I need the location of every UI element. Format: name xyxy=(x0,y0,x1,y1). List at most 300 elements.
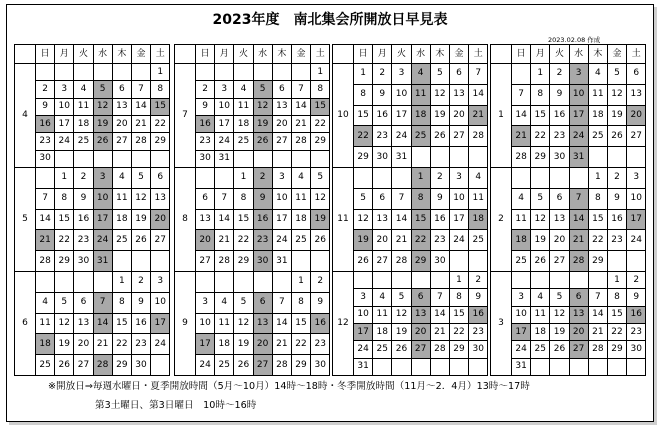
day-cell: 24 xyxy=(196,355,215,376)
day-cell: 30 xyxy=(36,150,55,167)
day-cell: 25 xyxy=(234,133,253,150)
weekday-header: 火 xyxy=(234,45,253,64)
day-cell: 3 xyxy=(569,64,588,85)
day-cell: 27 xyxy=(449,126,468,147)
weekday-header: 水 xyxy=(569,45,588,64)
day-cell: 30 xyxy=(430,251,449,272)
day-cell: 25 xyxy=(36,355,55,376)
day-cell: 17 xyxy=(272,209,291,230)
empty-day-cell xyxy=(311,251,330,272)
day-cell: 24 xyxy=(512,341,531,358)
day-cell: 15 xyxy=(588,209,607,230)
day-cell: 2 xyxy=(373,64,392,85)
day-cell: 13 xyxy=(151,188,170,209)
day-cell: 15 xyxy=(234,209,253,230)
day-cell: 29 xyxy=(449,341,468,358)
day-cell: 21 xyxy=(588,323,607,340)
day-cell: 24 xyxy=(93,230,112,251)
day-cell: 4 xyxy=(74,81,93,98)
weekday-header: 水 xyxy=(411,45,430,64)
day-cell: 11 xyxy=(512,209,531,230)
day-cell: 2 xyxy=(469,271,488,288)
day-cell: 27 xyxy=(373,251,392,272)
day-cell: 22 xyxy=(112,334,131,355)
month-label: 5 xyxy=(15,167,36,271)
day-cell: 6 xyxy=(550,188,569,209)
day-cell: 12 xyxy=(550,306,569,323)
day-cell: 19 xyxy=(392,323,411,340)
day-cell: 2 xyxy=(430,167,449,188)
day-cell: 28 xyxy=(272,355,291,376)
day-cell: 31 xyxy=(93,251,112,272)
day-cell: 25 xyxy=(215,355,234,376)
calendar-column-2 xyxy=(174,44,330,376)
day-cell: 26 xyxy=(234,355,253,376)
day-cell: 27 xyxy=(74,355,93,376)
empty-day-cell xyxy=(550,167,569,188)
day-cell: 8 xyxy=(311,81,330,98)
day-cell: 28 xyxy=(569,251,588,272)
day-cell: 28 xyxy=(131,133,150,150)
day-cell: 28 xyxy=(392,251,411,272)
day-cell: 28 xyxy=(430,341,449,358)
day-cell: 18 xyxy=(531,323,550,340)
day-cell: 23 xyxy=(36,133,55,150)
empty-day-cell xyxy=(430,271,449,288)
day-cell: 2 xyxy=(311,271,330,292)
day-cell: 28 xyxy=(469,126,488,147)
day-cell: 31 xyxy=(512,358,531,375)
weekday-header: 月 xyxy=(373,45,392,64)
day-cell: 21 xyxy=(131,115,150,132)
weekday-header: 日 xyxy=(36,45,55,64)
empty-day-cell xyxy=(411,147,430,168)
day-cell: 24 xyxy=(215,133,234,150)
day-cell: 23 xyxy=(550,126,569,147)
day-cell: 6 xyxy=(151,167,170,188)
month-label: 11 xyxy=(333,167,354,271)
empty-day-cell xyxy=(512,271,531,288)
day-cell: 3 xyxy=(392,64,411,85)
day-cell: 21 xyxy=(469,105,488,126)
day-cell: 15 xyxy=(354,105,373,126)
day-cell: 20 xyxy=(196,230,215,251)
day-cell: 6 xyxy=(196,188,215,209)
day-cell: 2 xyxy=(74,167,93,188)
day-cell: 26 xyxy=(253,133,272,150)
day-cell: 20 xyxy=(74,334,93,355)
day-cell: 18 xyxy=(469,209,488,230)
day-cell: 14 xyxy=(215,209,234,230)
day-cell: 5 xyxy=(55,292,74,313)
day-cell: 20 xyxy=(627,105,646,126)
day-cell: 5 xyxy=(607,64,626,85)
weekday-header: 日 xyxy=(512,45,531,64)
day-cell: 30 xyxy=(627,341,646,358)
empty-day-cell xyxy=(131,150,150,167)
day-cell: 11 xyxy=(234,98,253,115)
empty-day-cell xyxy=(93,64,112,81)
day-cell: 9 xyxy=(627,289,646,306)
day-cell: 31 xyxy=(354,358,373,375)
day-cell: 27 xyxy=(550,251,569,272)
empty-day-cell xyxy=(253,64,272,81)
day-cell: 22 xyxy=(151,115,170,132)
day-cell: 19 xyxy=(131,209,150,230)
empty-day-cell xyxy=(272,64,291,81)
day-cell: 15 xyxy=(607,306,626,323)
day-cell: 3 xyxy=(151,271,170,292)
day-cell: 15 xyxy=(291,313,310,334)
day-cell: 17 xyxy=(196,334,215,355)
day-cell: 14 xyxy=(93,313,112,334)
day-cell: 13 xyxy=(449,84,468,105)
day-cell: 6 xyxy=(569,289,588,306)
day-cell: 6 xyxy=(253,292,272,313)
day-cell: 11 xyxy=(531,306,550,323)
day-cell: 5 xyxy=(234,292,253,313)
empty-day-cell xyxy=(311,150,330,167)
empty-day-cell xyxy=(55,271,74,292)
day-cell: 29 xyxy=(311,133,330,150)
day-cell: 28 xyxy=(215,251,234,272)
day-cell: 27 xyxy=(411,341,430,358)
day-cell: 22 xyxy=(411,230,430,251)
day-cell: 4 xyxy=(411,64,430,85)
empty-day-cell xyxy=(74,271,93,292)
day-cell: 2 xyxy=(36,81,55,98)
empty-day-cell xyxy=(112,251,131,272)
day-cell: 29 xyxy=(291,355,310,376)
weekday-header: 月 xyxy=(55,45,74,64)
day-cell: 25 xyxy=(112,230,131,251)
day-cell: 13 xyxy=(411,306,430,323)
day-cell: 22 xyxy=(311,115,330,132)
day-cell: 14 xyxy=(512,105,531,126)
empty-day-cell xyxy=(607,251,626,272)
calendar-column-3 xyxy=(332,44,488,376)
day-cell: 10 xyxy=(354,306,373,323)
empty-day-cell xyxy=(430,358,449,375)
day-cell: 13 xyxy=(627,84,646,105)
empty-day-cell xyxy=(291,64,310,81)
empty-day-cell xyxy=(196,64,215,81)
day-cell: 16 xyxy=(373,105,392,126)
day-cell: 7 xyxy=(291,81,310,98)
day-cell: 13 xyxy=(550,209,569,230)
month-label: 9 xyxy=(175,271,196,375)
day-cell: 25 xyxy=(74,133,93,150)
day-cell: 19 xyxy=(607,105,626,126)
day-cell: 8 xyxy=(588,188,607,209)
day-cell: 18 xyxy=(373,323,392,340)
day-cell: 4 xyxy=(531,289,550,306)
day-cell: 14 xyxy=(392,209,411,230)
empty-day-cell xyxy=(74,150,93,167)
day-cell: 12 xyxy=(311,188,330,209)
day-cell: 14 xyxy=(291,98,310,115)
day-cell: 30 xyxy=(311,355,330,376)
day-cell: 30 xyxy=(253,251,272,272)
day-cell: 1 xyxy=(354,64,373,85)
day-cell: 25 xyxy=(469,230,488,251)
day-cell: 25 xyxy=(373,341,392,358)
day-cell: 1 xyxy=(234,167,253,188)
day-cell: 31 xyxy=(215,150,234,167)
month-label: 4 xyxy=(15,64,36,168)
day-cell: 7 xyxy=(512,84,531,105)
day-cell: 12 xyxy=(607,84,626,105)
day-cell: 12 xyxy=(55,313,74,334)
day-cell: 25 xyxy=(512,251,531,272)
day-cell: 6 xyxy=(272,81,291,98)
day-cell: 11 xyxy=(291,188,310,209)
empty-day-cell xyxy=(112,150,131,167)
weekday-header: 土 xyxy=(469,45,488,64)
day-cell: 5 xyxy=(311,167,330,188)
day-cell: 23 xyxy=(430,230,449,251)
day-cell: 21 xyxy=(93,334,112,355)
day-cell: 19 xyxy=(430,105,449,126)
day-cell: 23 xyxy=(607,230,626,251)
weekday-header: 火 xyxy=(550,45,569,64)
day-cell: 29 xyxy=(151,133,170,150)
day-cell: 1 xyxy=(291,271,310,292)
day-cell: 1 xyxy=(55,167,74,188)
day-cell: 1 xyxy=(151,64,170,81)
day-cell: 21 xyxy=(569,230,588,251)
day-cell: 28 xyxy=(588,341,607,358)
day-cell: 23 xyxy=(131,334,150,355)
empty-day-cell xyxy=(215,271,234,292)
empty-day-cell xyxy=(569,271,588,288)
day-cell: 3 xyxy=(512,289,531,306)
day-cell: 17 xyxy=(449,209,468,230)
day-cell: 13 xyxy=(74,313,93,334)
day-cell: 25 xyxy=(588,126,607,147)
month-label: 2 xyxy=(491,167,512,271)
empty-day-cell xyxy=(550,271,569,288)
day-cell: 23 xyxy=(196,133,215,150)
day-cell: 19 xyxy=(531,230,550,251)
weekday-header: 木 xyxy=(112,45,131,64)
empty-day-cell xyxy=(131,251,150,272)
created-date: 2023.02.08 作成 xyxy=(548,36,601,44)
day-cell: 17 xyxy=(215,115,234,132)
weekday-header: 月 xyxy=(531,45,550,64)
day-cell: 26 xyxy=(131,230,150,251)
day-cell: 1 xyxy=(411,167,430,188)
day-cell: 21 xyxy=(36,230,55,251)
month-label: 8 xyxy=(175,167,196,271)
day-cell: 20 xyxy=(253,334,272,355)
empty-day-cell xyxy=(373,271,392,288)
empty-day-cell xyxy=(392,271,411,288)
day-cell: 6 xyxy=(449,64,468,85)
day-cell: 26 xyxy=(531,251,550,272)
month-label: 10 xyxy=(333,64,354,168)
empty-day-cell xyxy=(234,150,253,167)
month-label: 6 xyxy=(15,271,36,375)
day-cell: 22 xyxy=(588,230,607,251)
month-label: 7 xyxy=(175,64,196,168)
day-cell: 15 xyxy=(449,306,468,323)
day-cell: 7 xyxy=(588,289,607,306)
day-cell: 7 xyxy=(569,188,588,209)
day-cell: 29 xyxy=(112,355,131,376)
header-spacer xyxy=(175,45,196,64)
empty-day-cell xyxy=(131,64,150,81)
day-cell: 10 xyxy=(392,84,411,105)
weekday-header: 木 xyxy=(588,45,607,64)
header-spacer xyxy=(15,45,36,64)
day-cell: 11 xyxy=(215,313,234,334)
day-cell: 22 xyxy=(291,334,310,355)
day-cell: 7 xyxy=(215,188,234,209)
day-cell: 15 xyxy=(151,98,170,115)
day-cell: 22 xyxy=(55,230,74,251)
day-cell: 4 xyxy=(373,289,392,306)
day-cell: 1 xyxy=(588,167,607,188)
day-cell: 1 xyxy=(449,271,468,288)
day-cell: 28 xyxy=(93,355,112,376)
day-cell: 19 xyxy=(55,334,74,355)
day-cell: 8 xyxy=(112,292,131,313)
day-cell: 5 xyxy=(430,64,449,85)
day-cell: 16 xyxy=(550,105,569,126)
day-cell: 22 xyxy=(449,323,468,340)
note-line-1: ※開放日⇒毎週水曜日・夏季開放時間（5月～10月）14時～18時・冬季開放時間（11月～2．4月）13時～17時 xyxy=(48,381,530,392)
empty-day-cell xyxy=(196,271,215,292)
day-cell: 1 xyxy=(112,271,131,292)
day-cell: 30 xyxy=(74,251,93,272)
empty-day-cell xyxy=(392,358,411,375)
weekday-header: 木 xyxy=(272,45,291,64)
day-cell: 10 xyxy=(272,188,291,209)
day-cell: 11 xyxy=(36,313,55,334)
weekday-header: 木 xyxy=(430,45,449,64)
day-cell: 22 xyxy=(531,126,550,147)
day-cell: 16 xyxy=(469,306,488,323)
day-cell: 19 xyxy=(234,334,253,355)
day-cell: 20 xyxy=(151,209,170,230)
day-cell: 17 xyxy=(354,323,373,340)
empty-day-cell xyxy=(151,251,170,272)
day-cell: 12 xyxy=(253,98,272,115)
day-cell: 8 xyxy=(411,188,430,209)
day-cell: 5 xyxy=(531,188,550,209)
empty-day-cell xyxy=(588,271,607,288)
day-cell: 20 xyxy=(449,105,468,126)
day-cell: 25 xyxy=(291,230,310,251)
day-cell: 10 xyxy=(449,188,468,209)
day-cell: 9 xyxy=(550,84,569,105)
day-cell: 5 xyxy=(392,289,411,306)
day-cell: 23 xyxy=(311,334,330,355)
weekday-header: 土 xyxy=(627,45,646,64)
day-cell: 13 xyxy=(569,306,588,323)
day-cell: 16 xyxy=(627,306,646,323)
day-cell: 18 xyxy=(512,230,531,251)
empty-day-cell xyxy=(234,64,253,81)
empty-day-cell xyxy=(272,271,291,292)
day-cell: 22 xyxy=(607,323,626,340)
day-cell: 2 xyxy=(131,271,150,292)
day-cell: 17 xyxy=(93,209,112,230)
empty-day-cell xyxy=(512,64,531,85)
day-cell: 10 xyxy=(55,98,74,115)
day-cell: 11 xyxy=(373,306,392,323)
day-cell: 21 xyxy=(430,323,449,340)
day-cell: 29 xyxy=(354,147,373,168)
day-cell: 18 xyxy=(74,115,93,132)
calendar-column-1 xyxy=(14,44,170,376)
day-cell: 14 xyxy=(131,98,150,115)
weekday-header: 金 xyxy=(607,45,626,64)
day-cell: 3 xyxy=(55,81,74,98)
day-cell: 28 xyxy=(291,133,310,150)
empty-day-cell xyxy=(449,147,468,168)
weekday-header: 火 xyxy=(392,45,411,64)
weekday-header: 金 xyxy=(131,45,150,64)
weekday-header: 土 xyxy=(311,45,330,64)
day-cell: 15 xyxy=(311,98,330,115)
empty-day-cell xyxy=(196,167,215,188)
empty-day-cell xyxy=(291,150,310,167)
day-cell: 2 xyxy=(627,271,646,288)
day-cell: 13 xyxy=(373,209,392,230)
empty-day-cell xyxy=(151,150,170,167)
day-cell: 9 xyxy=(430,188,449,209)
day-cell: 27 xyxy=(569,341,588,358)
day-cell: 26 xyxy=(311,230,330,251)
day-cell: 25 xyxy=(411,126,430,147)
day-cell: 18 xyxy=(291,209,310,230)
day-cell: 19 xyxy=(253,115,272,132)
day-cell: 21 xyxy=(272,334,291,355)
day-cell: 31 xyxy=(272,251,291,272)
day-cell: 20 xyxy=(569,323,588,340)
day-cell: 28 xyxy=(512,147,531,168)
day-cell: 9 xyxy=(253,188,272,209)
day-cell: 16 xyxy=(311,313,330,334)
day-cell: 16 xyxy=(36,115,55,132)
day-cell: 10 xyxy=(627,188,646,209)
day-cell: 30 xyxy=(469,341,488,358)
day-cell: 30 xyxy=(550,147,569,168)
empty-day-cell xyxy=(112,64,131,81)
weekday-header: 金 xyxy=(449,45,468,64)
day-cell: 27 xyxy=(151,230,170,251)
day-cell: 14 xyxy=(469,84,488,105)
day-cell: 18 xyxy=(36,334,55,355)
empty-day-cell xyxy=(373,358,392,375)
day-cell: 4 xyxy=(234,81,253,98)
day-cell: 12 xyxy=(93,98,112,115)
day-cell: 9 xyxy=(607,188,626,209)
empty-day-cell xyxy=(449,358,468,375)
day-cell: 13 xyxy=(196,209,215,230)
day-cell: 19 xyxy=(354,230,373,251)
day-cell: 7 xyxy=(93,292,112,313)
day-cell: 4 xyxy=(469,167,488,188)
day-cell: 5 xyxy=(253,81,272,98)
empty-day-cell xyxy=(588,358,607,375)
day-cell: 12 xyxy=(392,306,411,323)
empty-day-cell xyxy=(531,167,550,188)
day-cell: 14 xyxy=(569,209,588,230)
day-cell: 8 xyxy=(531,84,550,105)
